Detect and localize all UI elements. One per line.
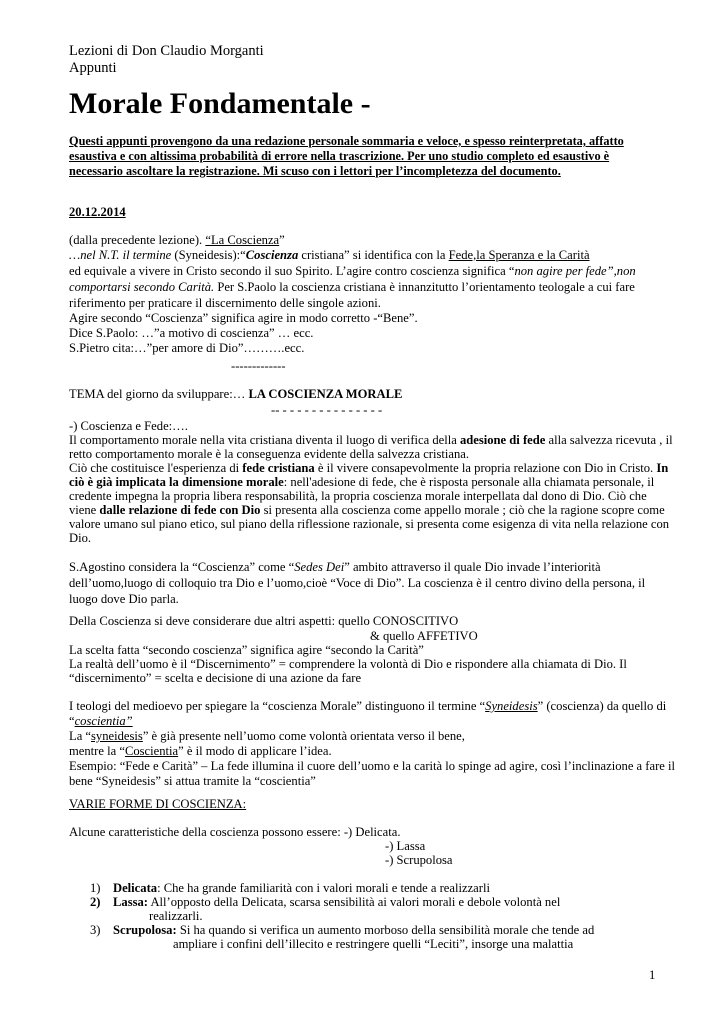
forme-line-2: -) Lassa: [385, 839, 426, 853]
text: Scrupolosa:: [113, 923, 177, 937]
text: ”: [279, 233, 285, 247]
aspetti-line-3: La scelta fatta “secondo coscienza” significa agire “secondo la Carità”: [69, 643, 424, 657]
text: ” ambito attraverso il quale Dio invade l’interiorità: [344, 560, 601, 574]
text: Coscientia: [124, 744, 179, 758]
disclaimer-line-3: necessario ascoltare la registrazione. Mi scuso con i lettori per l’incompletezza del documento.: [69, 164, 561, 178]
list-item-2-cont: realizzarli.: [149, 909, 203, 923]
text: “La Coscienza: [205, 233, 280, 247]
teologi-line-6: bene “Syneidesis” si attua tramite la “coscientia”: [69, 774, 316, 788]
teologi-line-1: [69, 699, 666, 714]
text: I teologi del medioevo per spiegare la “coscienza Morale” distinguono il termine “: [69, 699, 486, 713]
text: ” (coscienza) da quello di: [537, 699, 667, 713]
text: viene: [69, 503, 100, 517]
aspetti-line-1: Della Coscienza si deve considerare due altri aspetti: quello CONOSCITIVO: [69, 614, 459, 628]
aspetti-line-5: “discernimento” = scelta e decisione di una azione da fare: [69, 671, 362, 685]
text: La “: [69, 729, 92, 743]
text: si presenta alla coscienza come appello morale ; ciò che la ragione scopre come: [260, 503, 665, 517]
aspetti-line-2: & quello AFFETIVO: [370, 629, 478, 643]
text: Per S.Paolo la coscienza cristiana è innanzitutto l’orientamento teologale a cui fare: [214, 280, 635, 294]
text: Syneidesis: [485, 699, 538, 713]
list-item-2: [113, 895, 560, 910]
fede-line-1: -) Coscienza e Fede:….: [69, 419, 188, 433]
intro-line-7: Dice S.Paolo: …”a motivo di coscienza” … ecc.: [69, 326, 314, 340]
text: Delicata: [113, 881, 158, 895]
fede-line-6: credente impegna la propria libera responsabilità, la propria coscienza morale interpellata dal dono di Dio. Ciò che: [69, 489, 647, 503]
list-item-2-number: 2): [90, 895, 101, 909]
text: Fede,la Speranza e la Carità: [448, 248, 590, 262]
forme-line-1: Alcune caratteristiche della coscienza possono essere: -) Delicata.: [69, 825, 401, 839]
page-title: Morale Fondamentale -: [69, 87, 371, 120]
list-item-3-cont: ampliare i confini dell’illecito e restringere quelli “Leciti”, insorge una malattia: [173, 937, 574, 951]
text: coscientia”: [74, 714, 133, 728]
disclaimer-line-2: esaustiva e con altissima probabilità di errore nella trascrizione. Per uno studio completo ed esaustivo è: [69, 149, 610, 163]
text: alla salvezza ricevuta , il: [545, 433, 673, 447]
text: In: [656, 461, 669, 475]
text: …nel N.T. il termine: [69, 248, 172, 262]
text: (dalla precedente lezione).: [69, 233, 206, 247]
fede-line-9: Dio.: [69, 531, 92, 545]
tema-dashes: -- - - - - - - - - - - - - - -: [271, 403, 383, 417]
intro-line-8: S.Pietro cita:…”per amore di Dio”……….ecc.: [69, 341, 305, 355]
text: (Syneidesis):“: [171, 248, 246, 262]
list-item-3: [113, 923, 594, 938]
text: comportarsi secondo Carità.: [69, 280, 215, 294]
fede-line-8: valore umano sul piano etico, sul piano della riflessione razionale, si presenta come esigenza di vita nella relazione con: [69, 517, 670, 531]
fede-line-3: retto comportamento morale è la conseguenza evidente della salvezza cristiana.: [69, 447, 470, 461]
text: dalle relazione di fede con Dio: [99, 503, 261, 517]
forme-heading: VARIE FORME DI COSCIENZA:: [69, 797, 247, 811]
text: ” è il modo di applicare l’idea.: [178, 744, 332, 758]
list-item-3-number: 3): [90, 923, 101, 937]
text: è il vivere consapevolmente la propria relazione con Dio in Cristo.: [314, 461, 657, 475]
fede-line-2: [69, 433, 673, 448]
intro-line-1: [69, 233, 285, 248]
intro-line-2: [69, 248, 590, 263]
teologi-line-4: [69, 744, 332, 759]
text: syneidesis: [91, 729, 143, 743]
text: cristiana” si identifica con la: [298, 248, 449, 262]
intro-line-6: Agire secondo “Coscienza” significa agire in modo corretto -“Bene”.: [69, 311, 418, 325]
text: : Che ha grande familiarità con i valori morali e tende a realizzarli: [157, 881, 490, 895]
text: Coscienza: [245, 248, 299, 262]
aspetti-line-4: La realtà dell’uomo è il “Discernimento” = comprendere la volontà di Dio e rispondere alla chiamata di Dio. Il: [69, 657, 627, 671]
intro-line-5: riferimento per praticare il discernimento delle singole azioni.: [69, 296, 381, 310]
tema-line: [69, 387, 402, 402]
text: Ciò che costituisce l'esperienza di: [69, 461, 243, 475]
text: fede cristiana: [242, 461, 315, 475]
text: adesione di fede: [459, 433, 546, 447]
text: All’opposto della Delicata, scarsa sensibilità ai valori morali e debole volontà nel: [148, 895, 561, 909]
text: ciò è già implicata la dimensione morale: [69, 475, 284, 489]
text: non agire per fede”,non: [514, 264, 636, 278]
text: S.Agostino considera la “Coscienza” come “: [69, 560, 295, 574]
intro-line-3: [69, 264, 636, 279]
text: Il comportamento morale nella vita cristiana diventa il luogo di verifica della: [69, 433, 460, 447]
header-author: Lezioni di Don Claudio Morganti: [69, 43, 264, 59]
agostino-line-1: [69, 560, 601, 575]
text: TEMA del giorno da sviluppare:…: [69, 387, 249, 401]
fede-line-5: [69, 475, 654, 490]
text: mentre la “: [69, 744, 125, 758]
text: : nell'adesione di fede, che è risposta personale alla chiamata personale, il: [283, 475, 655, 489]
fede-line-7: [69, 503, 665, 518]
forme-line-3: -) Scrupolosa: [385, 853, 453, 867]
agostino-line-2: dell’uomo,luogo di colloquio tra Dio e l’uomo,cioè “Voce di Dio”. La coscienza è il centro divino della persona, il: [69, 576, 646, 590]
teologi-line-3: [69, 729, 465, 744]
agostino-line-3: luogo dove Dio parla.: [69, 592, 179, 606]
header-subtitle: Appunti: [69, 60, 117, 76]
list-item-1-number: 1): [90, 881, 101, 895]
text: ” è già presente nell’uomo come volontà orientata verso il bene,: [142, 729, 465, 743]
text: Lassa:: [113, 895, 148, 909]
page-number: 1: [649, 968, 656, 982]
text: Sedes Dei: [294, 560, 345, 574]
separator: -------------: [231, 359, 286, 373]
lesson-date: 20.12.2014: [69, 205, 126, 219]
text: “: [69, 714, 75, 728]
disclaimer-line-1: Questi appunti provengono da una redazione personale sommaria e veloce, e spesso reinterpretata, affatto: [69, 134, 624, 148]
text: LA COSCIENZA MORALE: [248, 387, 403, 401]
text: ed equivale a vivere in Cristo secondo il suo Spirito. L’agire contro coscienza significa “: [69, 264, 515, 278]
teologi-line-5: Esempio: “Fede e Carità” – La fede illumina il cuore dell’uomo e la carità lo spinge ad agire, così l’inclinazione a fare il: [69, 759, 676, 773]
intro-line-4: [69, 280, 635, 295]
text: Si ha quando si verifica un aumento morboso della sensibilità morale che tende ad: [176, 923, 595, 937]
list-item-1: [113, 881, 490, 896]
teologi-line-2: [69, 714, 133, 729]
fede-line-4: [69, 461, 668, 476]
